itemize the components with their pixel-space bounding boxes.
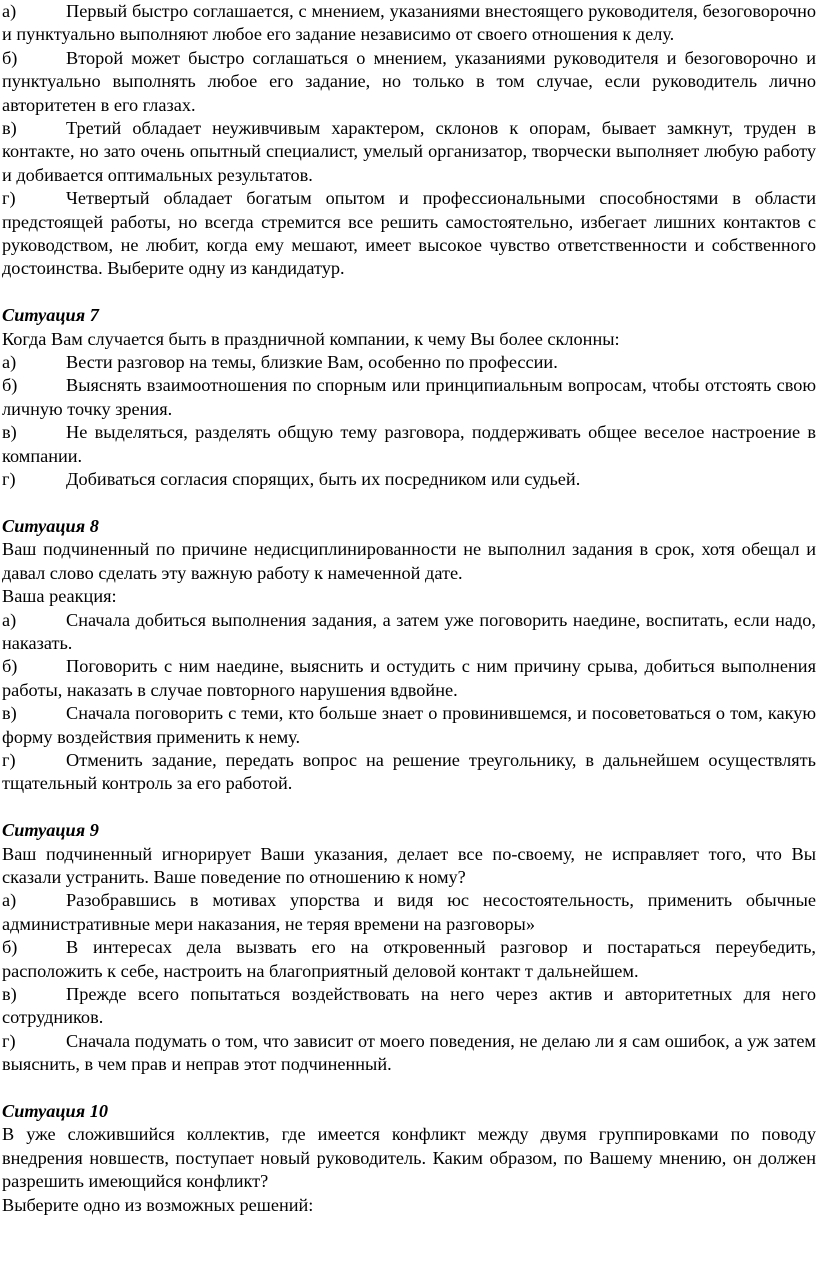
list-item (2, 421, 816, 468)
situation-question: В уже сложившийся коллектив, где имеется конфликт между двумя группировками по поводу внедрения новшеств, поступает новый руководитель. Каким образом, по Вашему мнению, он должен разрешить имеющийся конфликт? (2, 1124, 816, 1192)
spacer (2, 1077, 816, 1100)
list-item (2, 889, 816, 936)
situation-heading: Ситуация 10 (2, 1101, 108, 1122)
situation-8 (2, 515, 816, 796)
item-marker: г) (2, 188, 16, 209)
item-marker: а) (2, 352, 17, 373)
list-item (2, 655, 816, 702)
item-marker: г) (2, 469, 16, 490)
item-text: Выяснять взаимоотношения по спорным или принципиальным вопросам, чтобы отстоять свою личную точку зрения. (2, 375, 816, 419)
situation-prompt: Выберите одно из возможных решений: (2, 1194, 314, 1215)
list-item (2, 468, 816, 491)
situation-prompt: Ваша реакция: (2, 586, 117, 607)
item-marker: г) (2, 749, 16, 770)
item-text: Поговорить с ним наедине, выяснить и остудить с ним причину срыва, добиться выполнения работы, наказать в случае повторного нарушения вдвойне. (2, 656, 816, 700)
item-text: Не выделяться, разделять общую тему разговора, поддерживать общее веселое настроение в компании. (2, 422, 816, 466)
situation-question: Когда Вам случается быть в праздничной компании, к чему Вы более склонны: (2, 328, 620, 349)
situation-10 (2, 1100, 816, 1217)
item-text: В интересах дела вызвать его на откровенный разговор и постараться переубедить, расположить к себе, настроить на благоприятный деловой контакт т дальнейшем. (2, 937, 816, 981)
item-marker: г) (2, 1030, 16, 1051)
candidate-list (2, 0, 816, 281)
item-marker: в) (2, 984, 17, 1005)
situation-question: Ваш подчиненный игнорирует Ваши указания, делает все по-своему, не исправляет того, что Вы сказали устранить. Ваше поведение по отношению к ному? (2, 843, 816, 887)
list-item (2, 983, 816, 1030)
list-item (2, 609, 816, 656)
list-item (2, 0, 816, 47)
item-text: Первый быстро соглашается, с мнением, указаниями внестоящего руководителя, безоговорочно и пунктуально выполняют любое его задание независимо от своего отношения к делу. (2, 1, 816, 45)
item-marker: а) (2, 1, 17, 21)
list-item (2, 702, 816, 749)
item-text: Сначала добиться выполнения задания, а затем уже поговорить наедине, воспитать, если надо, наказать. (2, 609, 816, 653)
situation-heading: Ситуация 9 (2, 820, 99, 841)
list-item (2, 351, 816, 374)
item-text: Вести разговор на темы, близкие Вам, особенно по профессии. (66, 352, 558, 373)
item-text: Разобравшись в мотивах упорства и видя юс несостоятельность, применить обычные административные мери наказания, не теряя времени на разговоры» (2, 890, 816, 934)
item-text: Добиваться согласия спорящих, быть их посредником или судьей. (66, 469, 581, 490)
situation-question: Ваш подчиненный по причине недисциплинированности не выполнил задания в срок, хотя обещал и давал слово сделать эту важную работу к намеченной дате. (2, 539, 816, 583)
item-marker: б) (2, 937, 18, 958)
item-text: Сначала поговорить с теми, кто больше знает о провинившемся, и посоветоваться о том, какую форму воздействия применить к нему. (2, 703, 816, 747)
list-item (2, 1030, 816, 1077)
item-marker: а) (2, 609, 17, 630)
item-marker: а) (2, 890, 17, 911)
item-text: Отменить задание, передать вопрос на решение треугольнику, в дальнейшем осуществлять тщательный контроль за его работой. (2, 749, 816, 794)
spacer (2, 492, 816, 515)
item-text: Четвертый обладает богатым опытом и профессиональными способностями в области предстоящей работы, но всегда стремится все решить самостоятельно, избегает лишних контактов с руководством, не любит, когда ему мешают, имеет высокое чувство ответственности и собственного достоинства. Выберите одну из кандидатур. (2, 188, 816, 279)
item-text: Сначала подумать о том, что зависит от моего поведения, не делаю ли я сам ошибок, а уж затем выяснить, в чем прав и неправ этот подчиненный. (2, 1030, 816, 1075)
list-item (2, 374, 816, 421)
situation-7 (2, 304, 816, 491)
item-marker: в) (2, 422, 17, 443)
list-item (2, 187, 816, 281)
item-marker: б) (2, 375, 18, 396)
item-text: Второй может быстро соглашаться о мнением, указаниями руководителя и безоговорочно и пунктуально выполнять любое его задание, но только в том случае, если руководитель лично авторитетен в его глазах. (2, 47, 816, 115)
item-text: Третий обладает неуживчивым характером, склонов к опорам, бывает замкнут, труден в контакте, но зато очень опытный специалист, умелый организатор, творчески выполняет любую работу и добивается оптимальных результатов. (2, 118, 816, 185)
item-marker: в) (2, 118, 17, 139)
list-item (2, 117, 816, 187)
spacer (2, 796, 816, 819)
list-item (2, 47, 816, 117)
situation-heading: Ситуация 7 (2, 305, 99, 326)
situation-9 (2, 819, 816, 1076)
spacer (2, 281, 816, 304)
list-item (2, 749, 816, 796)
list-item (2, 936, 816, 983)
item-marker: в) (2, 703, 17, 724)
item-marker: б) (2, 47, 18, 68)
item-text: Прежде всего попытаться воздействовать на него через актив и авторитетных для него сотрудников. (2, 984, 816, 1028)
item-marker: б) (2, 656, 18, 677)
situation-heading: Ситуация 8 (2, 515, 99, 536)
